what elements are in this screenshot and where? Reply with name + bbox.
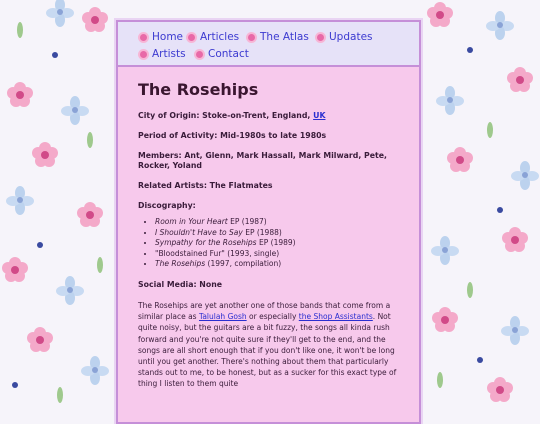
nav-artists-link[interactable] <box>140 48 186 60</box>
social-field: Social Media: None <box>138 279 223 289</box>
talulah-gosh-link[interactable]: Talulah Gosh <box>198 312 247 322</box>
nav-articles-link[interactable] <box>188 31 239 43</box>
nav-contact-label: Contact <box>208 48 249 60</box>
discography-label: Discography: <box>138 201 196 210</box>
origin-label: City of Origin: Stoke-on-Trent, England, <box>138 111 314 120</box>
discography-item: • The Rosehips (1997, compilation) <box>155 259 400 270</box>
review-paragraph: The Rosehips are yet another one of those bands that come from a similar place as Talulah Gosh or especially the Shop Assistants. Not quite noisy, but the guitars are a bit fuzzy, the songs all kinda rush forward and you're not quite sure if they'll get to the end, and the songs are all short enough that if you don't like one, it won't be long until you get another. There's nothing about them that particularly stands out to me, to be honest, but as a sucker for this exact type of thing I listen to them quite <box>138 300 397 389</box>
discography-item: • "Bloodstained Fur" (1993, single) <box>155 249 400 260</box>
flower-icon <box>140 51 147 58</box>
shop-assistants-link[interactable]: the Shop Assistants <box>298 312 373 322</box>
discography-item: • I Shouldn't Have to Say EP (1988) <box>155 228 400 239</box>
origin-field <box>138 111 400 121</box>
main-panel <box>116 20 421 424</box>
nav-atlas-label: The Atlas <box>260 31 309 43</box>
article-content <box>138 80 400 390</box>
nav-contact-link[interactable] <box>196 48 249 60</box>
members-field: Members: Ant, Glenn, Mark Hassall, Mark Milward, Pete, Rocker, Yoland <box>138 151 388 170</box>
flower-icon <box>188 34 195 41</box>
nav-home-label: Home <box>152 31 184 43</box>
flower-icon <box>317 34 324 41</box>
nav-artists-label: Artists <box>152 48 186 60</box>
nav-updates-label: Updates <box>329 31 373 43</box>
discography-item: • Sympathy for the Rosehips EP (1989) <box>155 238 400 249</box>
page-title: The Rosehips <box>138 80 259 99</box>
nav-home-link[interactable] <box>140 31 183 43</box>
discography-list <box>138 217 400 270</box>
nav-updates-link[interactable] <box>317 31 373 43</box>
flower-icon <box>196 51 203 58</box>
nav-bar <box>118 22 419 67</box>
related-field: Related Artists: The Flatmates <box>138 181 273 190</box>
period-field: Period of Activity: Mid-1980s to late 1980s <box>138 131 327 140</box>
flower-icon <box>248 34 255 41</box>
flower-icon <box>140 34 147 41</box>
origin-uk-link[interactable]: UK <box>313 111 326 120</box>
nav-articles-label: Articles <box>200 31 240 43</box>
nav-atlas-link[interactable] <box>248 31 309 43</box>
discography-item: • Room in Your Heart EP (1987) <box>155 217 400 228</box>
